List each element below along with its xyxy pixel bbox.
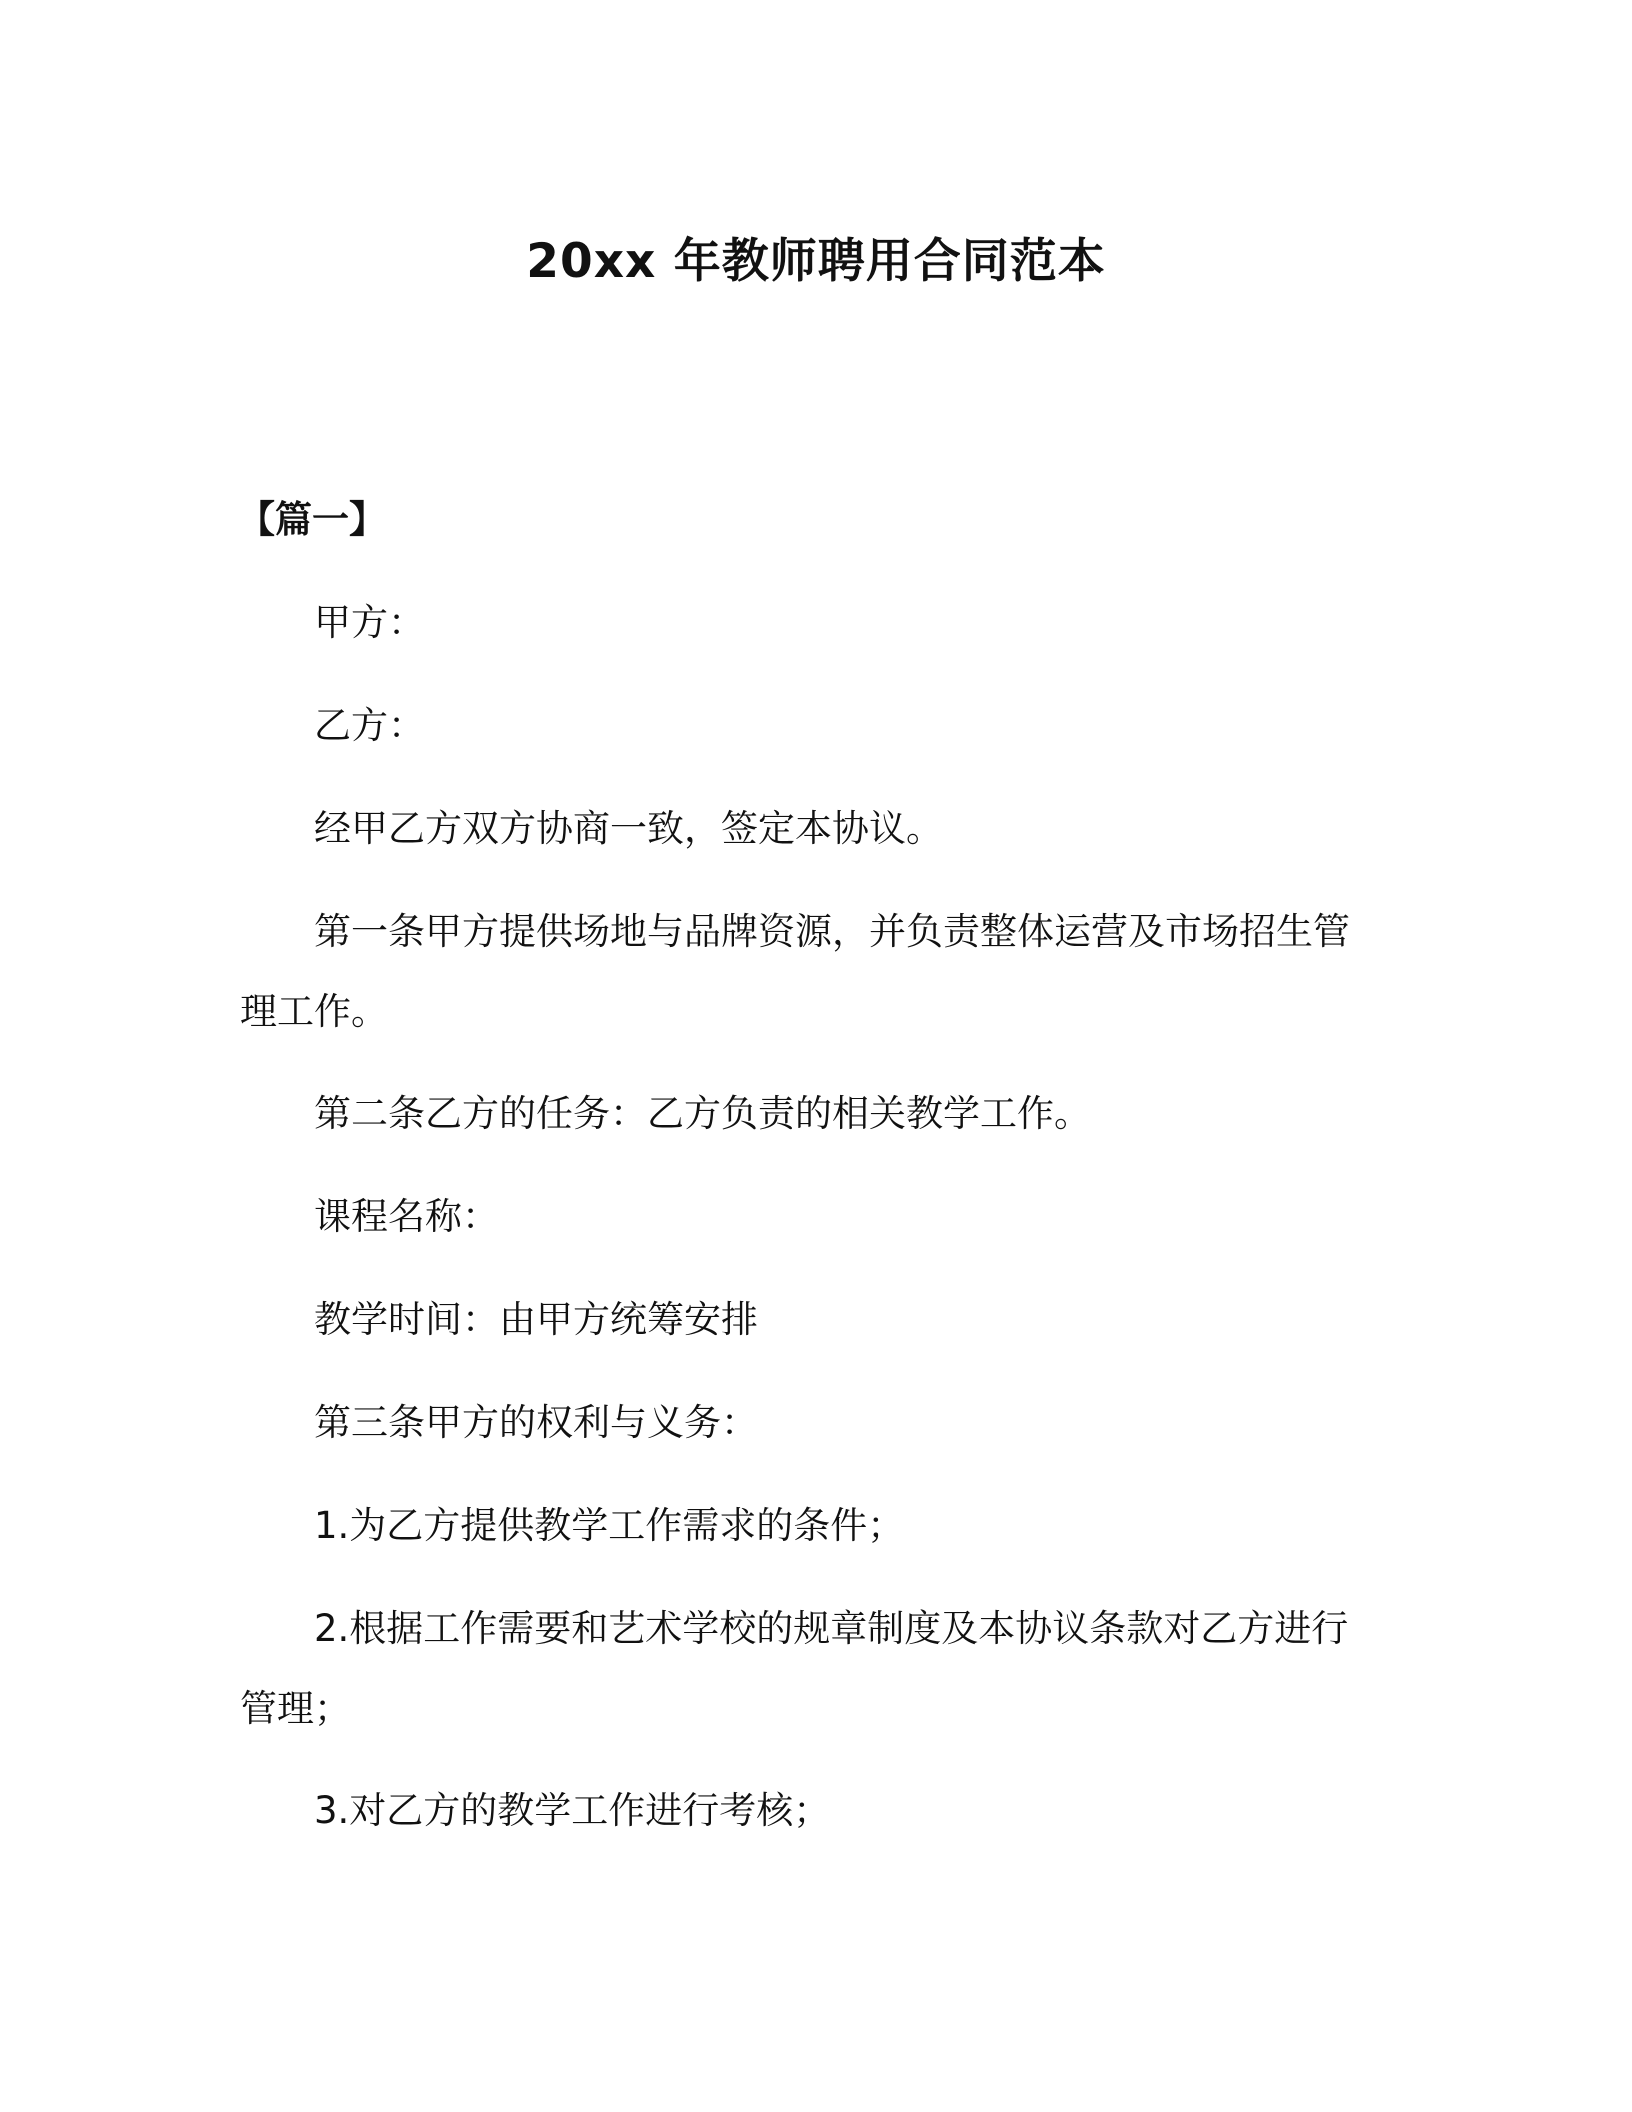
paragraph-item-3: 3.对乙方的教学工作进行考核； [314,1789,831,1832]
paragraph-article-1: 第一条甲方提供场地与品牌资源，并负责整体运营及市场招生管理工作。 [240,910,1350,1033]
paragraph-item-1: 1.为乙方提供教学工作需求的条件； [314,1504,905,1547]
paragraph-article-3: 第三条甲方的权利与义务： [314,1401,758,1444]
paragraph-item-2: 2.根据工作需要和艺术学校的规章制度及本协议条款对乙方进行管理； [240,1607,1349,1730]
paragraph-party-a: 甲方： [314,601,425,644]
paragraph-article-2: 第二条乙方的任务：乙方负责的相关教学工作。 [314,1092,1091,1135]
document-title: 20xx 年教师聘用合同范本 [526,234,1106,289]
paragraph-teaching-time: 教学时间：由甲方统筹安排 [314,1298,758,1341]
paragraph-agreement: 经甲乙方双方协商一致，签定本协议。 [314,807,943,850]
paragraph-course-name: 课程名称： [314,1195,499,1238]
paragraph-party-b: 乙方： [314,704,425,747]
section-label: 【篇一】 [238,498,386,541]
